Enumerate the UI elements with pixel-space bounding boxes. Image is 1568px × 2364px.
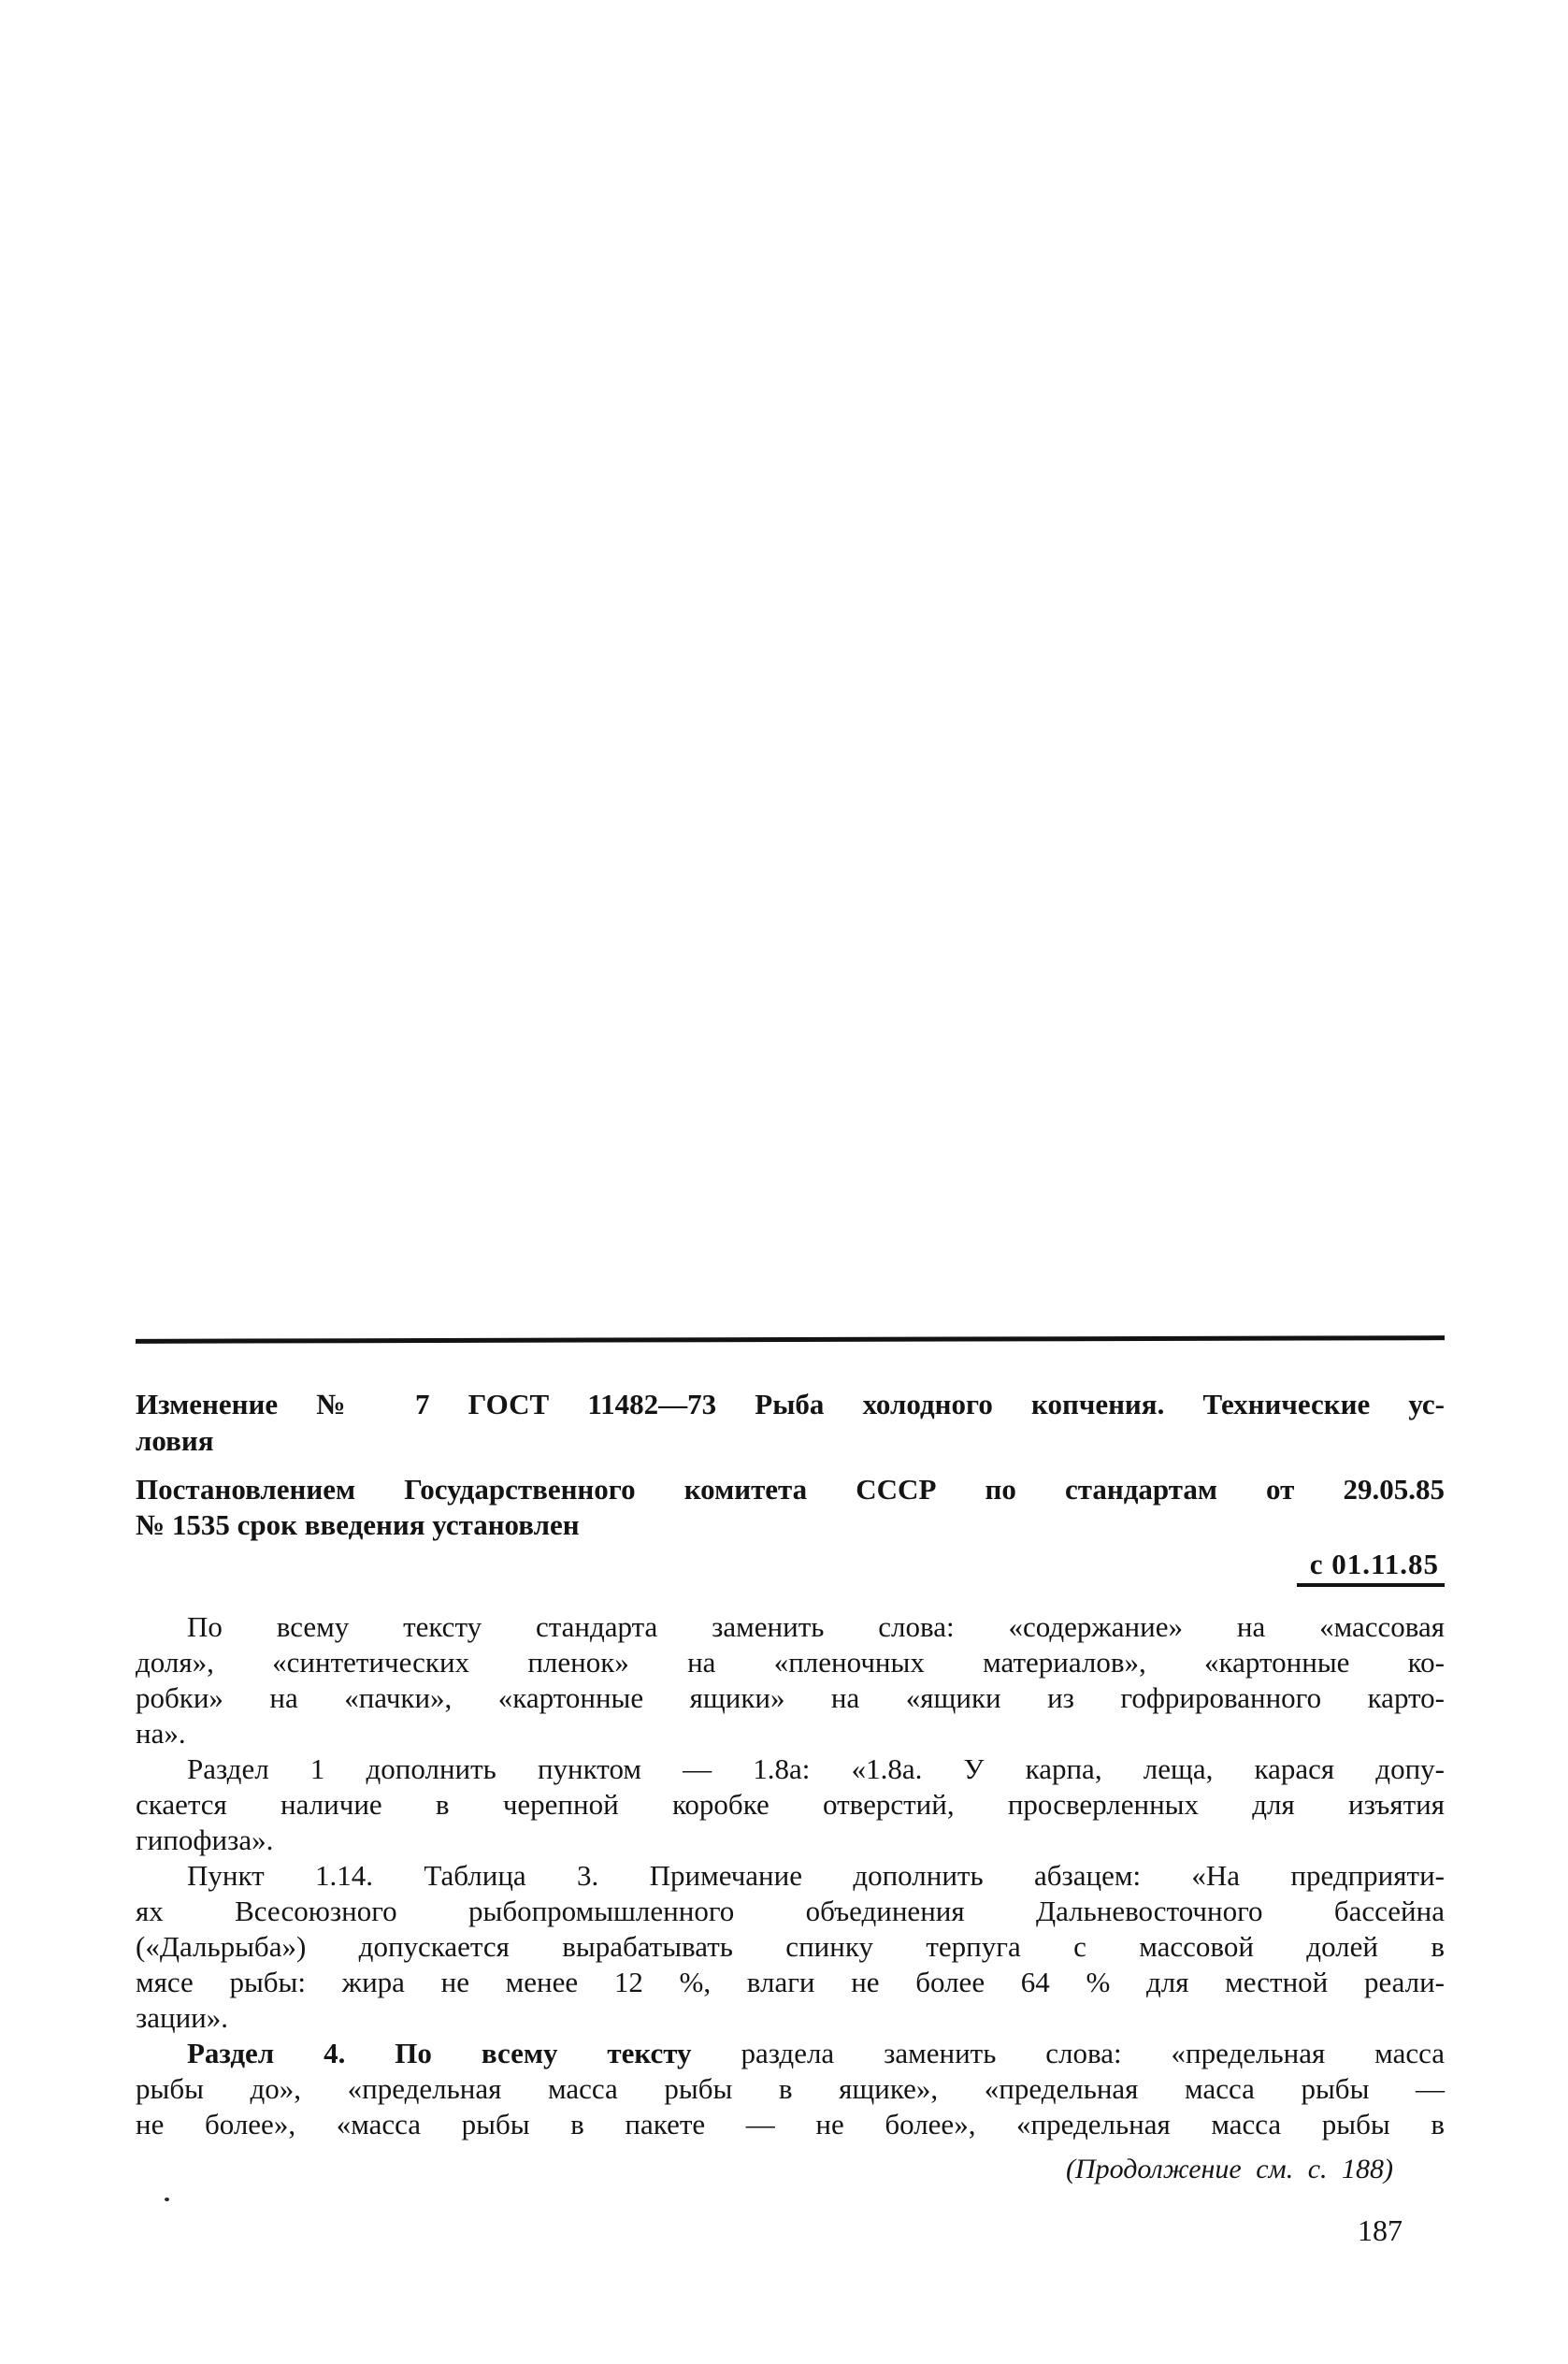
paragraph-line: По всему тексту стандарта заменить слова: «содержание» на «массовая [187, 1610, 1445, 1643]
paragraph-line: зации». [136, 2001, 229, 2034]
title-line-1: Изменение № 7 ГОСТ 11482—73 Рыба холодного копчения. Технические ус- [136, 1388, 1445, 1420]
paragraph-line [136, 2036, 1445, 2071]
amendment-title [136, 1386, 1445, 1459]
paragraph-line: скается наличие в черепной коробке отверстий, просверленных для изъятия [136, 1788, 1445, 1821]
paragraph-line: доля», «синтетических пленок» на «пленочных материалов», «картонные ко- [136, 1646, 1445, 1679]
paragraph-line: Раздел 1 дополнить пунктом — 1.8а: «1.8а. У карпа, леща, карася допу- [187, 1752, 1445, 1785]
paragraph-2 [136, 1751, 1445, 1858]
decree-statement [136, 1472, 1445, 1543]
paragraph-line: Пункт 1.14. Таблица 3. Примечание дополнить абзацем: «На предприяти- [187, 1859, 1445, 1892]
paragraph-line: ях Всесоюзного рыбопромышленного объединения Дальневосточного бассейна [136, 1895, 1445, 1927]
paragraph-1 [136, 1609, 1445, 1751]
paragraph-line: мясе рыбы: жира не менее 12 %, влаги не более 64 % для местной реали- [136, 1966, 1445, 1998]
effective-date-row [136, 1549, 1445, 1587]
title-line-2: ловия [136, 1424, 214, 1457]
top-rule [136, 1335, 1445, 1344]
paragraph-line: («Дальрыба») допускается вырабатывать спинку терпуга с массовой долей в [136, 1930, 1445, 1963]
page-number: 187 [1358, 2213, 1403, 2247]
scan-speck [165, 2198, 169, 2201]
paragraph-line: гипофиза». [136, 1823, 274, 1856]
page-content [136, 1337, 1445, 2247]
paragraph-line: не более», «масса рыбы в пакете — не более», «предельная масса рыбы в [136, 2108, 1445, 2141]
paragraph-4 [136, 2036, 1445, 2142]
continuation-note: (Продолжение см. с. 188) [1065, 2154, 1393, 2184]
paragraph-line: на». [136, 1717, 186, 1750]
paragraph-line: рыбы до», «предельная масса рыбы в ящике», «предельная масса рыбы — [136, 2072, 1445, 2105]
effective-date: с 01.11.85 [1297, 1549, 1445, 1587]
paragraph-3 [136, 1858, 1445, 2036]
decree-line-2: № 1535 срок введения установлен [136, 1508, 580, 1541]
amendment-body [136, 1609, 1445, 2142]
paragraph-line-rest: раздела заменить слова: «предельная масса [691, 2037, 1445, 2069]
paragraph-line: робки» на «пачки», «картонные ящики» на «ящики из гофрированного карто- [136, 1681, 1445, 1714]
decree-line-1: Постановлением Государственного комитета СССР по стандартам от 29.05.85 [136, 1473, 1445, 1506]
section-reference-bold: Раздел 4. По всему тексту [187, 2037, 692, 2069]
